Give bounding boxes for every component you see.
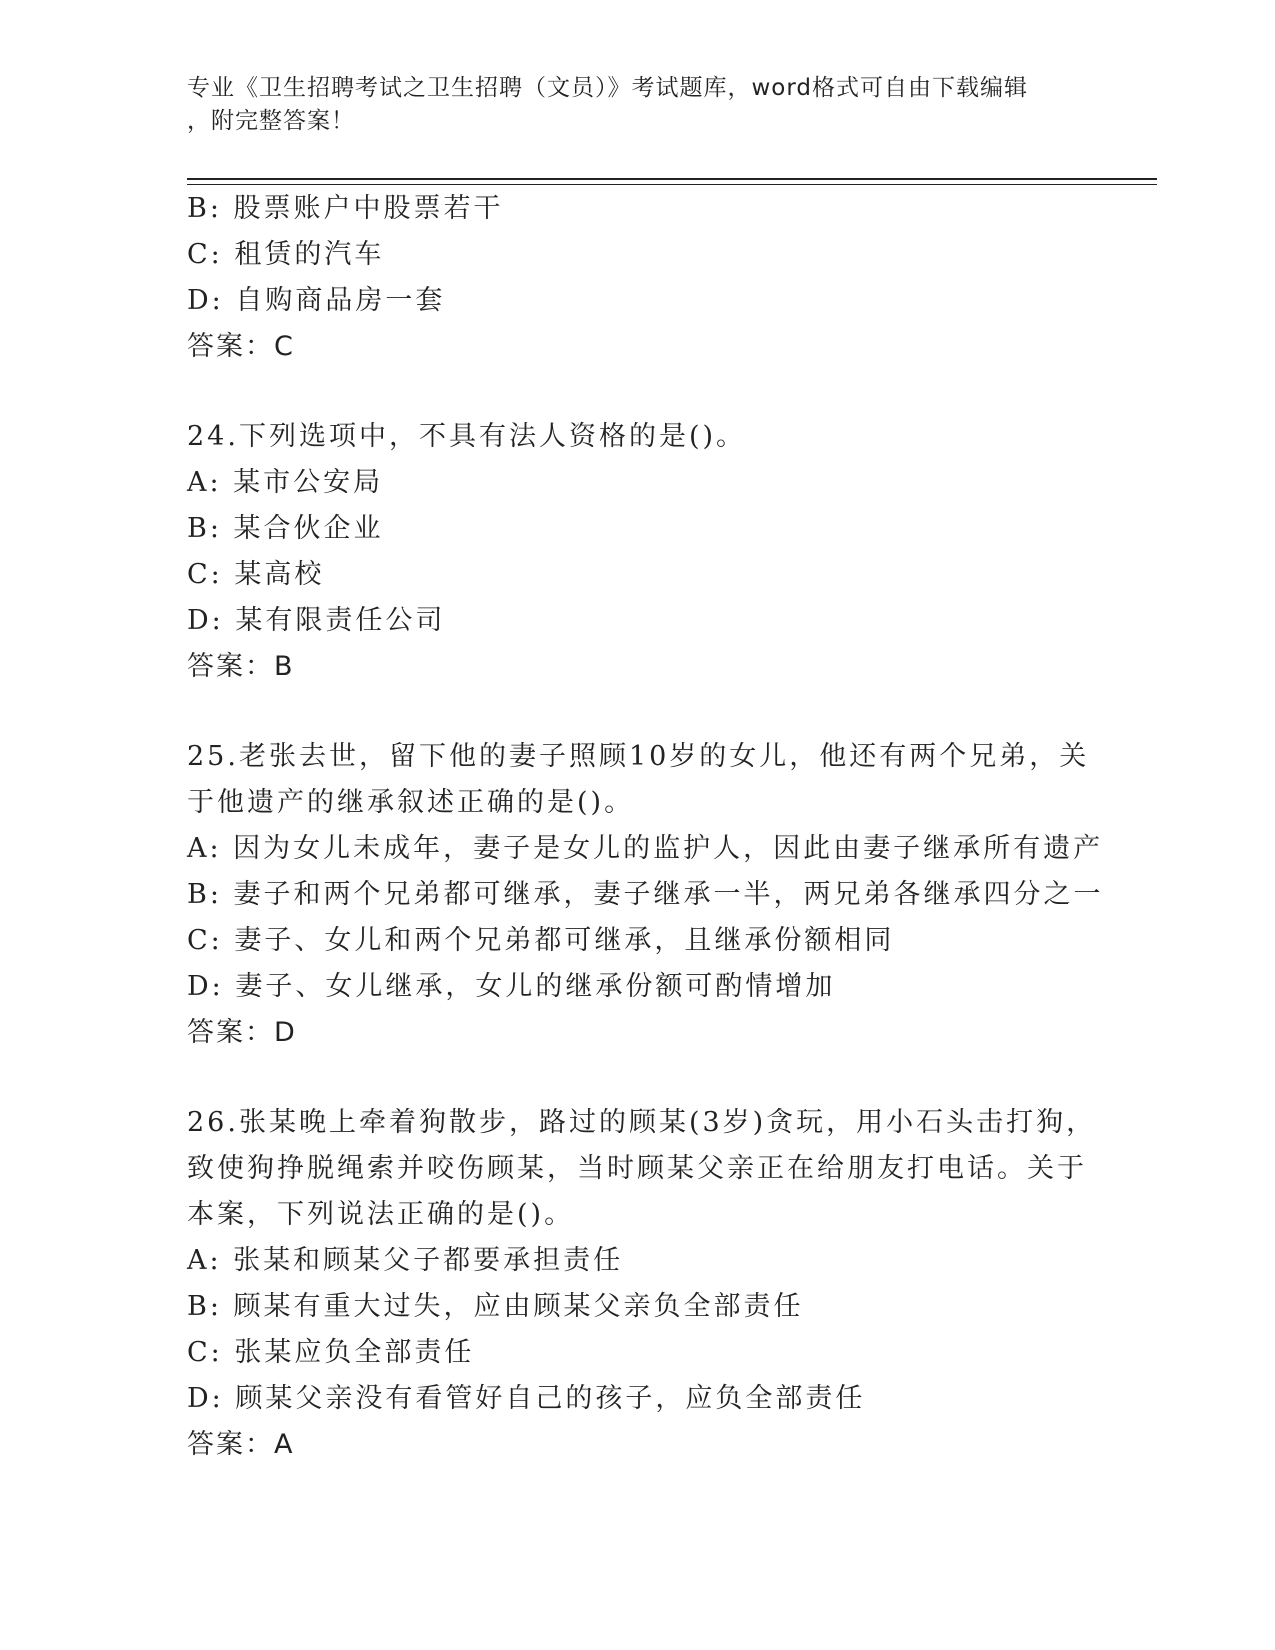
option-a: A: 因为女儿未成年，妻子是女儿的监护人，因此由妻子继承所有遗产 [187, 833, 1104, 864]
option-b: B: 股票账户中股票若干 [187, 193, 504, 224]
document-header [187, 72, 1067, 138]
option-b: B: 顾某有重大过失，应由顾某父亲负全部责任 [187, 1291, 804, 1322]
answer-line: 答案：C [187, 331, 295, 362]
header-line-2: ，附完整答案！ [187, 108, 355, 134]
question-stem-line-2: 致使狗挣脱绳索并咬伤顾某，当时顾某父亲正在给朋友打电话。关于 [187, 1153, 1087, 1184]
option-d: D: 妻子、女儿继承，女儿的继承份额可酌情增加 [187, 971, 836, 1002]
option-c: C: 某高校 [187, 559, 325, 590]
answer-line: 答案：A [187, 1429, 295, 1460]
header-line-1: 专业《卫生招聘考试之卫生招聘（文员）》考试题库，word格式可自由下载编辑 [187, 75, 1029, 101]
option-c: C: 妻子、女儿和两个兄弟都可继承，且继承份额相同 [187, 925, 895, 956]
question-26 [187, 1100, 1097, 1468]
question-24 [187, 414, 1077, 690]
question-stem-line-2: 于他遗产的继承叙述正确的是()。 [187, 787, 635, 818]
answer-line: 答案：D [187, 1017, 297, 1048]
question-stem-line-3: 本案，下列说法正确的是()。 [187, 1199, 575, 1230]
option-a: A: 某市公安局 [187, 467, 384, 498]
question-stem: 24.下列选项中，不具有法人资格的是()。 [187, 421, 747, 452]
option-c: C: 租赁的汽车 [187, 239, 385, 270]
question-list [187, 186, 1104, 1468]
option-b: B: 妻子和两个兄弟都可继承，妻子继承一半，两兄弟各继承四分之一 [187, 879, 1104, 910]
option-a: A: 张某和顾某父子都要承担责任 [187, 1245, 624, 1276]
option-c: C: 张某应负全部责任 [187, 1337, 475, 1368]
option-d: D: 某有限责任公司 [187, 605, 446, 636]
header-divider-thick [187, 178, 1157, 180]
option-d: D: 自购商品房一套 [187, 285, 446, 316]
question-25 [187, 734, 1104, 1056]
question-stem-line-1: 25.老张去世，留下他的妻子照顾10岁的女儿，他还有两个兄弟，关 [187, 741, 1090, 772]
answer-line: 答案：B [187, 651, 295, 682]
option-d: D: 顾某父亲没有看管好自己的孩子，应负全部责任 [187, 1383, 866, 1414]
header-divider-thin [187, 184, 1157, 185]
option-b: B: 某合伙企业 [187, 513, 384, 544]
question-stem-line-1: 26.张某晚上牵着狗散步，路过的顾某(3岁)贪玩，用小石头击打狗， [187, 1107, 1097, 1138]
question-23-continued [187, 186, 1077, 370]
